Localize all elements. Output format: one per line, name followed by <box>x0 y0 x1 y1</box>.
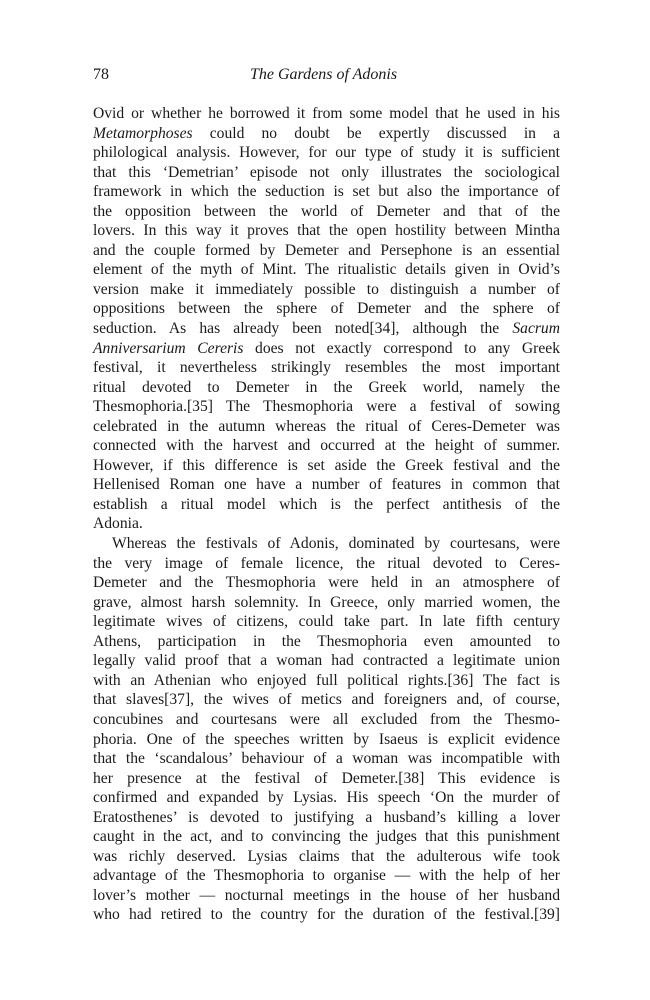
text-line <box>93 221 560 241</box>
text-segment: seduction. As has already been noted[34], although the <box>93 320 513 338</box>
text-line <box>93 260 560 280</box>
text-segment: celebrated in the autumn whereas the ritual of Ceres-Demeter was <box>93 417 560 435</box>
text-segment: Ovid or whether he borrowed it from some model that he used in his <box>93 105 560 122</box>
text-segment: and the couple formed by Demeter and Persephone is an essential <box>93 241 560 259</box>
text-segment: caught in the act, and to convincing the judges that this punishment <box>93 828 560 846</box>
text-line <box>93 280 560 300</box>
text-segment: version make it immediately possible to distinguish a number of <box>93 280 560 298</box>
text-line <box>93 456 560 476</box>
text-line <box>93 495 560 515</box>
text-segment: element of the myth of Mint. The ritualistic details given in Ovid’s <box>93 261 560 279</box>
text-segment: concubines and courtesans were all excluded from the Thesmo- <box>93 710 560 728</box>
text-line <box>93 808 560 828</box>
text-segment: was richly deserved. Lysias claims that the adulterous wife took <box>93 847 560 865</box>
text-segment: with an Athenian who enjoyed full political rights.[36] The fact is <box>93 671 560 689</box>
text-segment: Eratosthenes’ is devoted to justifying a husband’s killing a lover <box>93 808 560 826</box>
text-segment: Demeter and the Thesmophoria were held in an atmosphere of <box>93 574 560 592</box>
text-line <box>93 710 560 730</box>
text-segment: However, if this difference is set aside the Greek festival and the <box>93 456 560 474</box>
text-line <box>93 690 560 710</box>
text-line <box>93 554 560 574</box>
text-segment: the opposition between the world of Demeter and that of the <box>93 202 560 220</box>
text-segment: Adonia. <box>93 515 143 533</box>
text-segment: that slaves[37], the wives of metics and foreigners and, of course, <box>93 691 560 709</box>
text-line <box>93 827 560 847</box>
text-line <box>93 475 560 495</box>
body-text <box>93 104 560 925</box>
text-line <box>93 651 560 671</box>
text-line <box>93 749 560 769</box>
page-header <box>87 66 560 90</box>
text-line <box>93 339 560 359</box>
text-line <box>93 886 560 906</box>
text-segment: connected with the harvest and occurred at the height of summer. <box>93 437 560 455</box>
text-segment: could no doubt be expertly discussed in a <box>192 124 560 142</box>
text-line <box>93 241 560 261</box>
text-line <box>93 847 560 867</box>
text-segment: Whereas the festivals of Adonis, dominated by courtesans, were <box>112 535 560 553</box>
text-line <box>93 905 560 925</box>
text-segment: oppositions between the sphere of Demeter and the sphere of <box>93 300 560 318</box>
text-segment: does not exactly correspond to any Greek <box>243 339 560 357</box>
text-segment: confirmed and expanded by Lysias. His speech ‘On the murder of <box>93 789 560 807</box>
italic-text: Sacrum <box>512 320 560 338</box>
text-line <box>93 436 560 456</box>
text-line <box>93 534 560 554</box>
text-segment: advantage of the Thesmophoria to organise — with the help of her <box>93 867 560 885</box>
page-number: 78 <box>93 66 109 83</box>
text-line <box>93 769 560 789</box>
text-line <box>93 397 560 417</box>
text-segment: who had retired to the country for the duration of the festival.[39] <box>93 906 560 924</box>
text-line <box>93 632 560 652</box>
text-line <box>93 612 560 632</box>
italic-text: Anniversarium Cereris <box>93 339 244 357</box>
text-line <box>93 514 560 534</box>
text-segment: Hellenised Roman one have a number of features in common that <box>93 476 560 494</box>
text-segment: Thesmophoria.[35] The Thesmophoria were a festival of sowing <box>93 398 560 416</box>
text-segment: Athens, participation in the Thesmophoria even amounted to <box>93 632 560 650</box>
text-line <box>93 671 560 691</box>
text-line <box>93 299 560 319</box>
running-title: The Gardens of Adonis <box>249 66 398 83</box>
text-segment: lover’s mother — nocturnal meetings in the house of her husband <box>93 886 560 904</box>
italic-text: Metamorphoses <box>93 124 193 142</box>
text-segment: lovers. In this way it proves that the open hostility between Mintha <box>93 222 560 240</box>
text-segment: framework in which the seduction is set but also the importance of <box>93 183 560 201</box>
text-segment: ritual devoted to Demeter in the Greek world, namely the <box>93 378 560 396</box>
text-segment: that this ‘Demetrian’ episode not only illustrates the sociological <box>93 163 560 181</box>
text-line <box>93 417 560 437</box>
text-line <box>93 124 560 144</box>
text-line <box>93 730 560 750</box>
text-segment: legitimate wives of citizens, could take part. In late fifth century <box>93 613 560 631</box>
text-line <box>93 319 560 339</box>
text-line <box>93 163 560 183</box>
text-line <box>93 866 560 886</box>
text-segment: the very image of female licence, the ritual devoted to Ceres- <box>93 554 560 572</box>
text-segment: establish a ritual model which is the perfect antithesis of the <box>93 495 560 513</box>
text-segment: her presence at the festival of Demeter.[38] This evidence is <box>93 769 560 787</box>
text-segment: philological analysis. However, for our type of study it is sufficient <box>93 144 560 162</box>
text-segment: festival, it nevertheless strikingly resembles the most important <box>93 359 560 377</box>
text-segment: phoria. One of the speeches written by Isaeus is explicit evidence <box>93 730 560 748</box>
text-line <box>93 104 560 124</box>
text-line <box>93 378 560 398</box>
text-line <box>93 143 560 163</box>
text-line <box>93 202 560 222</box>
text-segment: that the ‘scandalous’ behaviour of a woman was incompatible with <box>93 750 560 768</box>
text-segment: legally valid proof that a woman had contracted a legitimate union <box>93 652 560 670</box>
text-line <box>93 358 560 378</box>
text-line <box>93 573 560 593</box>
text-line <box>93 593 560 613</box>
text-segment: grave, almost harsh solemnity. In Greece, only married women, the <box>93 593 560 611</box>
text-line <box>93 788 560 808</box>
text-line <box>93 182 560 202</box>
